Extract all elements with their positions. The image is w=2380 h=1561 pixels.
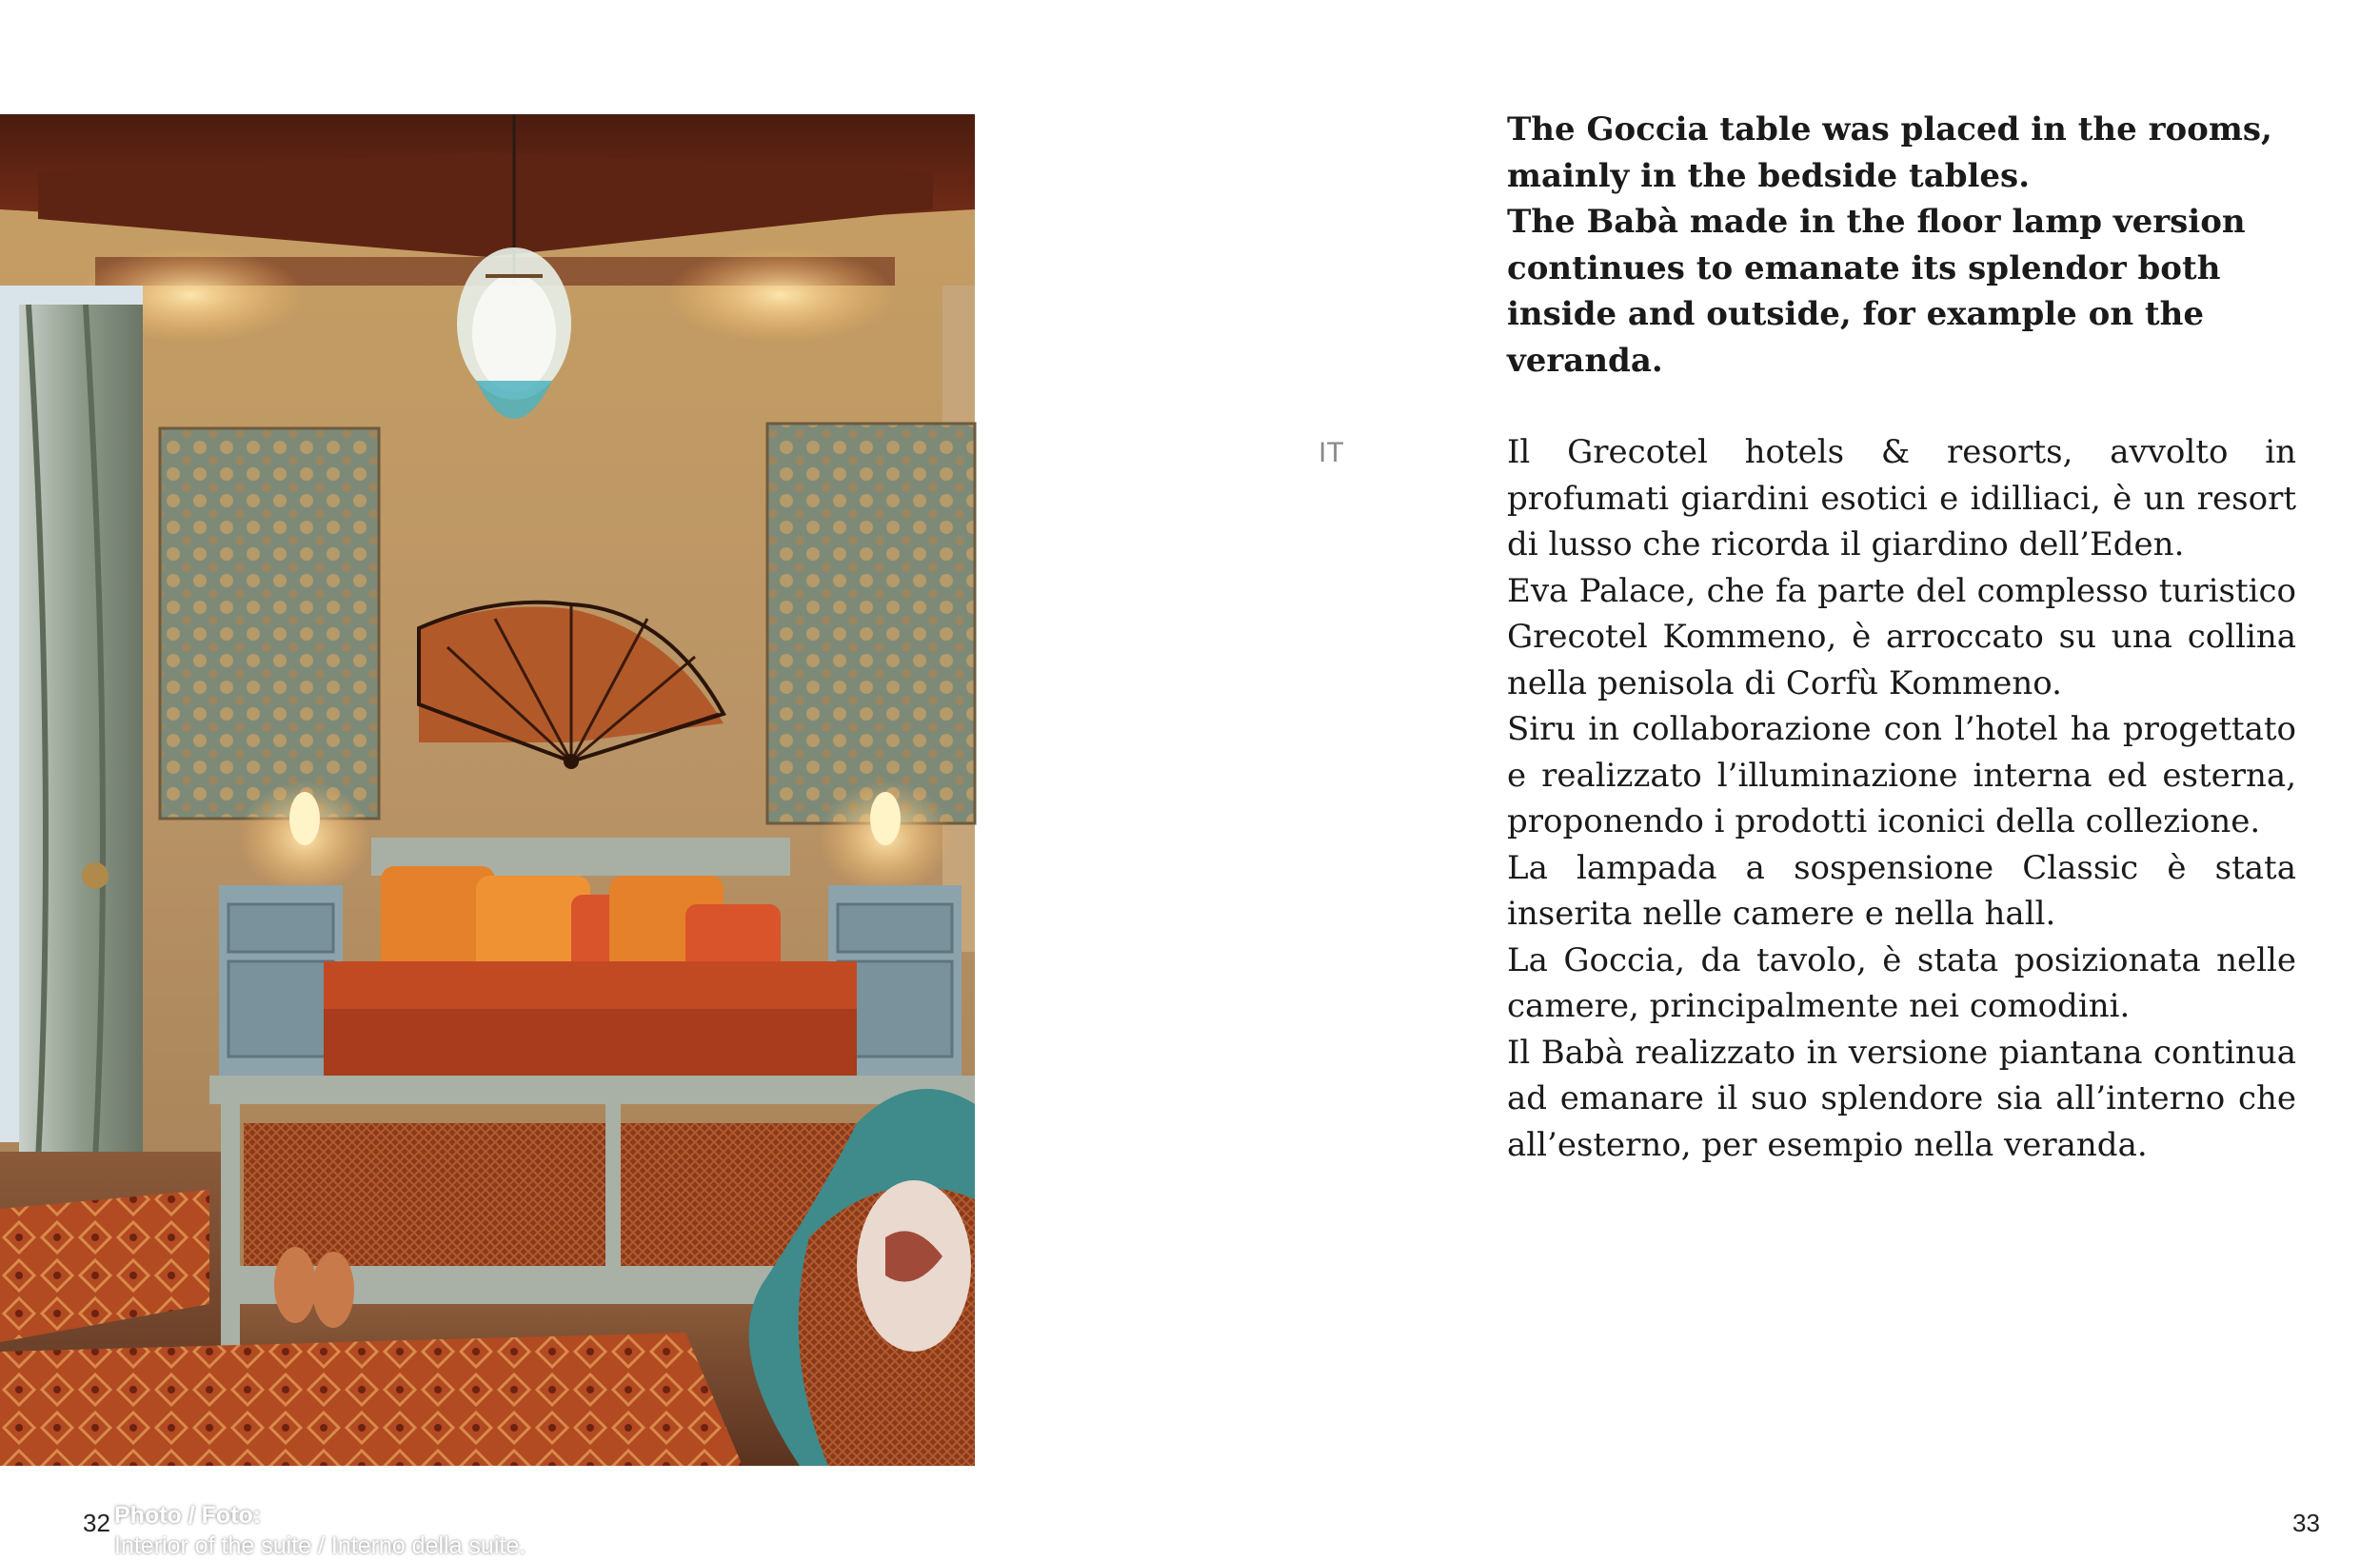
photo-caption-text: Interior of the suite / Interno della suite.: [114, 1532, 526, 1559]
photo-caption-title: Photo / Foto:: [114, 1502, 262, 1529]
english-text-block: [1507, 107, 2296, 384]
italian-paragraph: Siru in collaborazione con l’hotel ha progettato e realizzato l’illuminazione interna ed esterna, proponendo i prodotti iconici della collezione.: [1507, 710, 2296, 840]
page-number-left: 32: [83, 1509, 110, 1537]
english-paragraph: The Goccia table was placed in the rooms, mainly in the bedside tables.: [1507, 110, 2272, 195]
language-label-it: IT: [1319, 437, 1344, 468]
suite-interior-illustration: [0, 114, 975, 1466]
italian-paragraph: La lampada a sospensione Classic è stata inserita nelle camere e nella hall.: [1507, 848, 2296, 933]
page-number-right: 33: [2292, 1509, 2320, 1537]
italian-paragraph: Il Babà realizzato in versione piantana continua ad emanare il suo splendore sia all’interno che all’esterno, per esempio nella veranda.: [1507, 1033, 2296, 1164]
italian-text-block: [1507, 429, 2296, 1168]
english-paragraph: The Babà made in the floor lamp version continues to emanate its splendor both inside and outside, for example on the veranda.: [1507, 203, 2246, 380]
italian-paragraph: Il Grecotel hotels & resorts, avvolto in profumati giardini esotici e idilliaci, è un resort di lusso che ricorda il giardino dell’Eden.: [1507, 433, 2296, 563]
photo-caption: [114, 1500, 526, 1561]
italian-paragraph: Eva Palace, che fa parte del complesso turistico Grecotel Kommeno, è arroccato su una collina nella penisola di Corfù Kommeno.: [1507, 571, 2296, 702]
italian-paragraph: La Goccia, da tavolo, è stata posizionata nelle camere, principalmente nei comodini.: [1507, 940, 2296, 1025]
